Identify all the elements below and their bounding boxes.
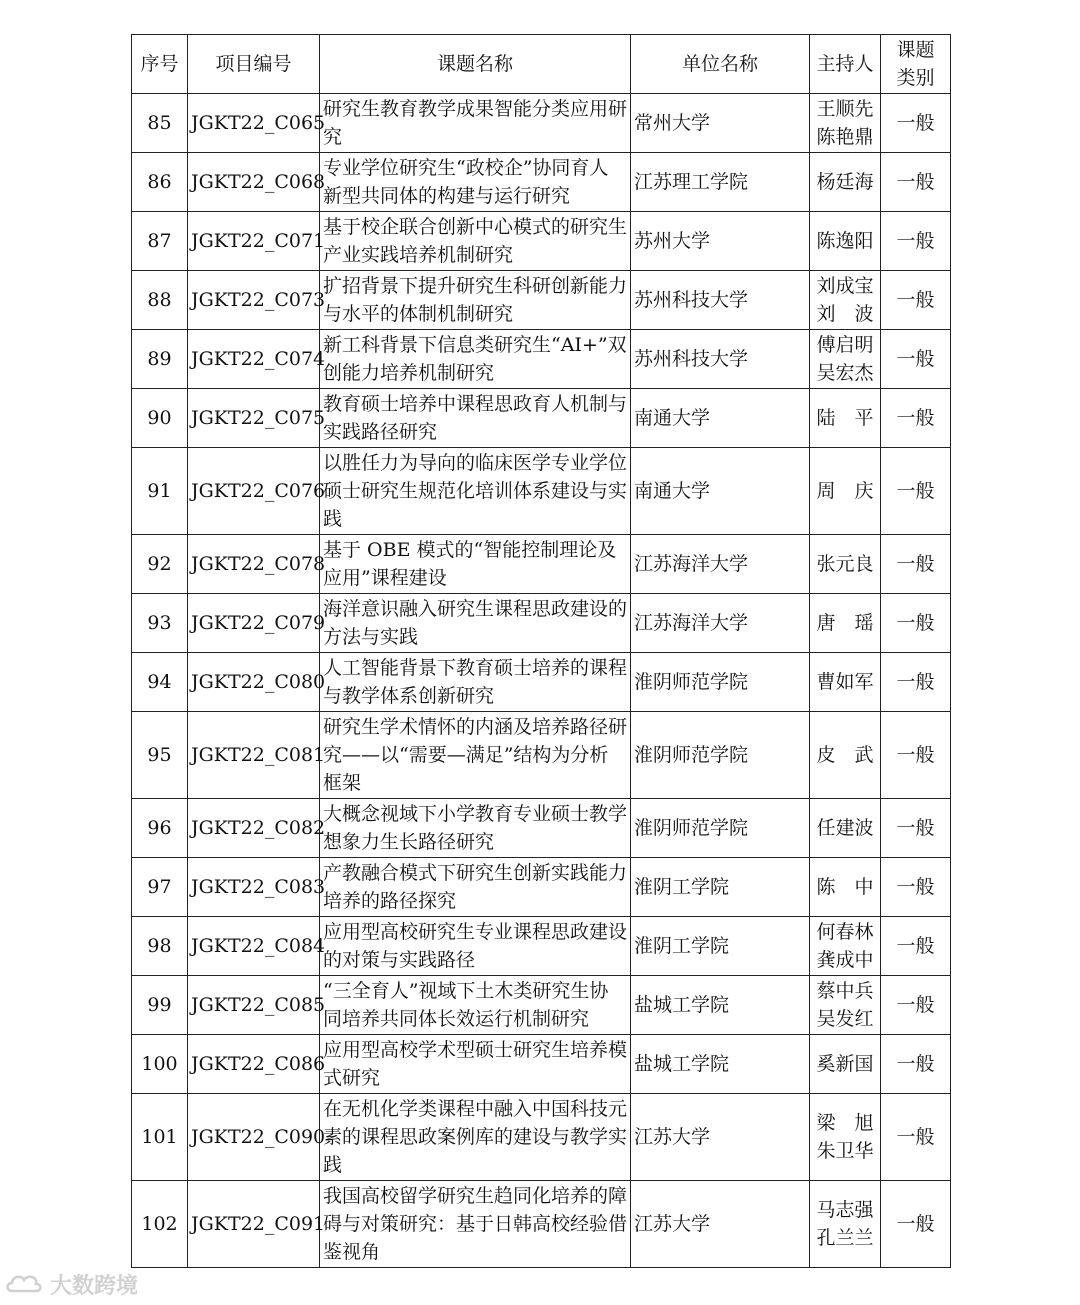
host-name: 王顺先 xyxy=(816,98,874,120)
project-type: 一般 xyxy=(881,858,951,917)
host-name: 张元良 xyxy=(816,553,874,575)
project-type: 一般 xyxy=(881,1035,951,1094)
project-title: 产教融合模式下研究生创新实践能力培养的路径探究 xyxy=(320,858,631,917)
cloud-logo-icon xyxy=(4,1271,44,1297)
project-type: 一般 xyxy=(881,799,951,858)
project-type: 一般 xyxy=(881,917,951,976)
table-row xyxy=(132,271,951,330)
host-cell xyxy=(810,153,881,212)
project-code: JGKT22_C071 xyxy=(188,212,320,271)
project-type: 一般 xyxy=(881,153,951,212)
unit-name: 淮阴师范学院 xyxy=(631,799,810,858)
unit-name: 南通大学 xyxy=(631,448,810,535)
project-type: 一般 xyxy=(881,271,951,330)
unit-name: 淮阴工学院 xyxy=(631,917,810,976)
project-code: JGKT22_C065 xyxy=(188,94,320,153)
table-row xyxy=(132,94,951,153)
table-row xyxy=(132,594,951,653)
host-name: 周 庆 xyxy=(816,480,874,502)
host-cell xyxy=(810,212,881,271)
host-name: 杨廷海 xyxy=(816,171,874,193)
table-row xyxy=(132,212,951,271)
host-name: 龚成中 xyxy=(816,949,874,971)
project-type: 一般 xyxy=(881,330,951,389)
project-title: 专业学位研究生“政校企”协同育人新型共同体的构建与运行研究 xyxy=(320,153,631,212)
project-code: JGKT22_C084 xyxy=(188,917,320,976)
project-title: 以胜任力为导向的临床医学专业学位硕士研究生规范化培训体系建设与实践 xyxy=(320,448,631,535)
host-cell xyxy=(810,799,881,858)
host-name: 何春林 xyxy=(816,921,874,943)
host-cell xyxy=(810,448,881,535)
table-row xyxy=(132,799,951,858)
header-host: 主持人 xyxy=(810,35,881,94)
row-num: 96 xyxy=(132,799,188,858)
host-name: 任建波 xyxy=(816,817,874,839)
project-title: 新工科背景下信息类研究生“AI+”双创能力培养机制研究 xyxy=(320,330,631,389)
host-name: 唐 瑶 xyxy=(816,612,874,634)
host-name: 孔兰兰 xyxy=(816,1227,874,1249)
project-code: JGKT22_C076 xyxy=(188,448,320,535)
host-cell xyxy=(810,712,881,799)
table-row xyxy=(132,1094,951,1181)
project-type: 一般 xyxy=(881,712,951,799)
table-header-row xyxy=(132,35,951,94)
project-type: 一般 xyxy=(881,212,951,271)
project-title: 大概念视域下小学教育专业硕士教学想象力生长路径研究 xyxy=(320,799,631,858)
host-cell xyxy=(810,1094,881,1181)
project-title: “三全育人”视域下土木类研究生协同培养共同体长效运行机制研究 xyxy=(320,976,631,1035)
row-num: 87 xyxy=(132,212,188,271)
project-code: JGKT22_C078 xyxy=(188,535,320,594)
header-code: 项目编号 xyxy=(188,35,320,94)
host-name: 吴宏杰 xyxy=(816,362,874,384)
unit-name: 江苏大学 xyxy=(631,1094,810,1181)
row-num: 101 xyxy=(132,1094,188,1181)
unit-name: 苏州科技大学 xyxy=(631,330,810,389)
project-type: 一般 xyxy=(881,653,951,712)
project-title: 研究生教育教学成果智能分类应用研究 xyxy=(320,94,631,153)
row-num: 88 xyxy=(132,271,188,330)
project-code: JGKT22_C074 xyxy=(188,330,320,389)
row-num: 99 xyxy=(132,976,188,1035)
host-cell xyxy=(810,271,881,330)
project-code: JGKT22_C075 xyxy=(188,389,320,448)
project-title: 应用型高校学术型硕士研究生培养模式研究 xyxy=(320,1035,631,1094)
project-type: 一般 xyxy=(881,594,951,653)
table-row xyxy=(132,976,951,1035)
row-num: 91 xyxy=(132,448,188,535)
project-title: 人工智能背景下教育硕士培养的课程与教学体系创新研究 xyxy=(320,653,631,712)
project-code: JGKT22_C068 xyxy=(188,153,320,212)
project-code: JGKT22_C085 xyxy=(188,976,320,1035)
table-row xyxy=(132,1035,951,1094)
project-code: JGKT22_C079 xyxy=(188,594,320,653)
row-num: 93 xyxy=(132,594,188,653)
project-table xyxy=(131,34,951,1268)
host-cell xyxy=(810,1181,881,1268)
unit-name: 江苏理工学院 xyxy=(631,153,810,212)
table-body xyxy=(132,94,951,1268)
host-cell xyxy=(810,94,881,153)
header-type-line2: 类别 xyxy=(896,67,935,89)
host-name: 朱卫华 xyxy=(816,1140,874,1162)
table-row xyxy=(132,535,951,594)
project-type: 一般 xyxy=(881,389,951,448)
unit-name: 苏州科技大学 xyxy=(631,271,810,330)
project-type: 一般 xyxy=(881,535,951,594)
watermark xyxy=(4,1268,138,1300)
host-name: 吴发红 xyxy=(816,1008,874,1030)
unit-name: 江苏海洋大学 xyxy=(631,594,810,653)
table-row xyxy=(132,917,951,976)
header-type xyxy=(881,35,951,94)
project-code: JGKT22_C083 xyxy=(188,858,320,917)
row-num: 89 xyxy=(132,330,188,389)
project-type: 一般 xyxy=(881,94,951,153)
host-name: 陆 平 xyxy=(816,407,874,429)
table-row xyxy=(132,653,951,712)
unit-name: 淮阴师范学院 xyxy=(631,712,810,799)
table-row xyxy=(132,389,951,448)
header-num: 序号 xyxy=(132,35,188,94)
table-row xyxy=(132,330,951,389)
host-cell xyxy=(810,653,881,712)
host-name: 梁 旭 xyxy=(816,1112,874,1134)
header-type-line1: 课题 xyxy=(896,39,935,61)
unit-name: 江苏海洋大学 xyxy=(631,535,810,594)
row-num: 85 xyxy=(132,94,188,153)
project-type: 一般 xyxy=(881,448,951,535)
host-name: 奚新国 xyxy=(816,1053,874,1075)
host-cell xyxy=(810,330,881,389)
project-code: JGKT22_C081 xyxy=(188,712,320,799)
project-code: JGKT22_C091 xyxy=(188,1181,320,1268)
table-row xyxy=(132,448,951,535)
project-code: JGKT22_C082 xyxy=(188,799,320,858)
host-name: 刘 波 xyxy=(816,303,874,325)
unit-name: 淮阴师范学院 xyxy=(631,653,810,712)
host-name: 陈艳鼎 xyxy=(816,126,874,148)
row-num: 90 xyxy=(132,389,188,448)
row-num: 102 xyxy=(132,1181,188,1268)
host-cell xyxy=(810,917,881,976)
row-num: 92 xyxy=(132,535,188,594)
table-row xyxy=(132,1181,951,1268)
project-code: JGKT22_C090 xyxy=(188,1094,320,1181)
project-code: JGKT22_C073 xyxy=(188,271,320,330)
host-cell xyxy=(810,594,881,653)
host-cell xyxy=(810,858,881,917)
header-unit: 单位名称 xyxy=(631,35,810,94)
host-name: 皮 武 xyxy=(816,744,874,766)
unit-name: 盐城工学院 xyxy=(631,1035,810,1094)
host-name: 马志强 xyxy=(816,1199,874,1221)
row-num: 95 xyxy=(132,712,188,799)
host-name: 傅启明 xyxy=(816,334,874,356)
project-title: 教育硕士培养中课程思政育人机制与实践路径研究 xyxy=(320,389,631,448)
host-cell xyxy=(810,1035,881,1094)
row-num: 94 xyxy=(132,653,188,712)
project-title: 扩招背景下提升研究生科研创新能力与水平的体制机制研究 xyxy=(320,271,631,330)
row-num: 86 xyxy=(132,153,188,212)
project-title: 应用型高校研究生专业课程思政建设的对策与实践路径 xyxy=(320,917,631,976)
row-num: 98 xyxy=(132,917,188,976)
host-name: 陈 中 xyxy=(816,876,874,898)
unit-name: 江苏大学 xyxy=(631,1181,810,1268)
unit-name: 南通大学 xyxy=(631,389,810,448)
host-cell xyxy=(810,389,881,448)
unit-name: 盐城工学院 xyxy=(631,976,810,1035)
project-type: 一般 xyxy=(881,976,951,1035)
table-row xyxy=(132,712,951,799)
host-name: 陈逸阳 xyxy=(816,230,874,252)
project-title: 在无机化学类课程中融入中国科技元素的课程思政案例库的建设与教学实践 xyxy=(320,1094,631,1181)
unit-name: 常州大学 xyxy=(631,94,810,153)
row-num: 100 xyxy=(132,1035,188,1094)
project-title: 基于 OBE 模式的“智能控制理论及应用”课程建设 xyxy=(320,535,631,594)
unit-name: 苏州大学 xyxy=(631,212,810,271)
project-type: 一般 xyxy=(881,1094,951,1181)
project-title: 我国高校留学研究生趋同化培养的障碍与对策研究：基于日韩高校经验借鉴视角 xyxy=(320,1181,631,1268)
host-cell xyxy=(810,976,881,1035)
project-title: 研究生学术情怀的内涵及培养路径研究——以“需要—满足”结构为分析框架 xyxy=(320,712,631,799)
project-title: 海洋意识融入研究生课程思政建设的方法与实践 xyxy=(320,594,631,653)
unit-name: 淮阴工学院 xyxy=(631,858,810,917)
project-code: JGKT22_C086 xyxy=(188,1035,320,1094)
header-title: 课题名称 xyxy=(320,35,631,94)
host-name: 曹如军 xyxy=(816,671,874,693)
table-row xyxy=(132,153,951,212)
host-name: 刘成宝 xyxy=(816,275,874,297)
project-title: 基于校企联合创新中心模式的研究生产业实践培养机制研究 xyxy=(320,212,631,271)
watermark-text: 大数跨境 xyxy=(50,1273,139,1299)
project-code: JGKT22_C080 xyxy=(188,653,320,712)
row-num: 97 xyxy=(132,858,188,917)
table-row xyxy=(132,858,951,917)
host-name: 蔡中兵 xyxy=(816,980,874,1002)
project-type: 一般 xyxy=(881,1181,951,1268)
host-cell xyxy=(810,535,881,594)
